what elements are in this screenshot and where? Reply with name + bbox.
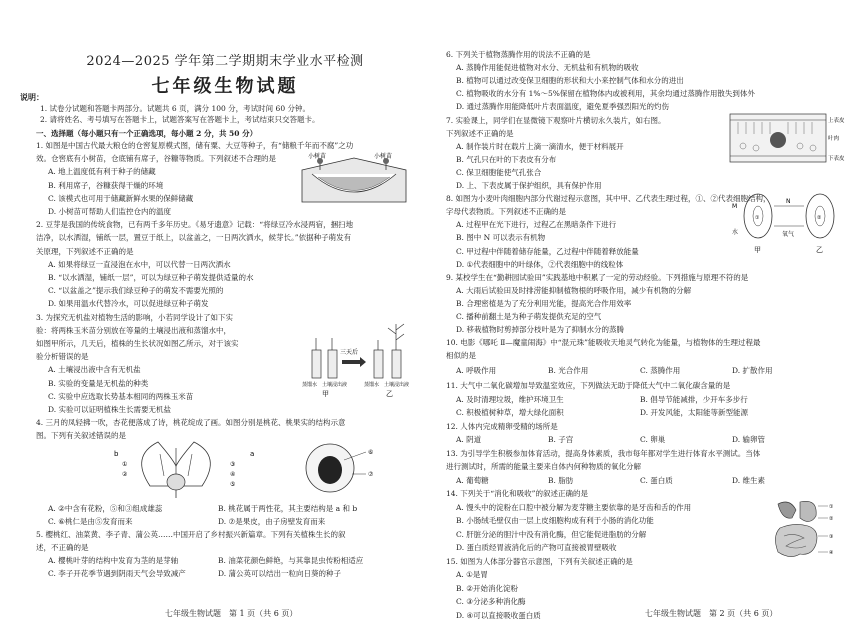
option-line: D. ⑦是果皮，由子房壁发育而来	[218, 517, 326, 526]
question-line: 验分析错误的是	[36, 352, 89, 362]
question-line: 4. 三月的凤轻拂一吹，杏花便落成了诗，桃花绽成了画。如图分别是桃花、桃果实的结构示意	[36, 418, 346, 428]
question-line: 效。仓窖底有小树苗，仓底铺有席子，谷糠等物质。下列叙述不合理的是	[36, 154, 276, 164]
option-line: C. “以盆盖之”提示我们绿豆种子的萌发不需要光照的	[48, 286, 224, 296]
option-line: C. ③分泌多种消化酶	[456, 597, 526, 606]
option-line: D. 如果用温水代替冷水，可以促进绿豆种子萌发	[48, 299, 209, 309]
page-footer-1: 七年级生物试题 第 1 页（共 6 页）	[165, 609, 298, 618]
question-line: 进行测试时，所需的能量主要来自体内何种物质的氧化分解	[446, 462, 641, 471]
option-line: C. 保卫细胞能使气孔张合	[456, 167, 542, 177]
q3-sol3: 蒸馏水	[364, 382, 380, 388]
note-1: 1. 试卷分试题和答题卡两部分。试题共 6 页，满分 100 分，考试时间 60 分钟。	[40, 104, 310, 113]
option-line: A. 葡萄糖	[456, 475, 489, 485]
option-line: B. 实验的变量是无机盐的种类	[48, 378, 149, 388]
option-line: D. 蒲公英可以结出一粒向日葵的种子	[218, 569, 342, 578]
question-line: 如图甲所示，几天后，植株的生长状况如图乙所示，对于该实	[36, 339, 239, 348]
option-line: C. 肝脏分泌的胆汁中没有消化酶，但它能促进脂肪的分解	[456, 529, 647, 539]
q15-label-4: ④	[829, 550, 834, 556]
q8-N: N	[786, 198, 791, 205]
option-line: A. 如果将绿豆一直浸泡在水中，可以代替一日两次洒水	[48, 259, 231, 269]
option-line: B. ②开始消化淀粉	[456, 583, 519, 593]
q8-M: M	[732, 203, 738, 210]
option-line: D. ①代表细胞中的叶绿体，②代表细胞中的线粒体	[456, 259, 624, 269]
question-line: 8. 如图为小麦叶肉细胞内部分代谢过程示意图，其中甲、乙代表生理过程，①、②代表细胞结构，	[446, 194, 771, 204]
option-line: B. 图中 N 可以表示有机物	[456, 233, 546, 243]
option-line: D. 输卵管	[732, 435, 766, 444]
question-line: 11. 大气中二氧化碳增加导致温室效应，下列做法无助于降低大气中二氧化碳含量的是	[446, 381, 731, 390]
q3-sol1: 蒸馏水	[302, 382, 318, 388]
question-line: 13. 为引导学生积极参加体育活动，提高身体素质，我市每年都对学生进行体育水平测试。当体	[446, 448, 761, 458]
option-line: A. 土壤浸出液中含有无机盐	[48, 365, 141, 375]
q7-upper-epidermis: 上表皮	[828, 118, 845, 124]
exam-page-2	[430, 0, 860, 628]
option-line: A. ①是胃	[456, 570, 488, 579]
option-line: C. 甲过程中伴随着储存能量，乙过程中伴随着释放能量	[456, 246, 639, 256]
q7-mesophyll: 叶肉	[828, 136, 840, 142]
option-line: D. 维生素	[732, 475, 766, 485]
q3-jia: 甲	[322, 390, 329, 398]
q4-label-1: ①	[122, 461, 128, 468]
option-line: C. 蛋白质	[640, 475, 673, 485]
q3-yi: 乙	[386, 390, 393, 398]
granary-diagram	[298, 152, 410, 208]
q8-jia: 甲	[754, 246, 761, 254]
option-line: A. 馒头中的淀粉在口腔中被分解为麦芽糖主要依靠的是牙齿和舌的作用	[456, 502, 692, 512]
digestive-system-diagram	[760, 496, 836, 576]
option-line: B. 脂肪	[548, 475, 574, 485]
q4-label-6: ⑥	[368, 449, 374, 456]
q15-label-1: ①	[829, 504, 834, 510]
q4-label-3: ③	[230, 461, 236, 468]
option-line: B. 植物可以通过改变保卫细胞的形状和大小来控制气体和水分的进出	[456, 76, 684, 86]
question-line: 验：将两株玉米苗分别放在等量的土壤浸出液和蒸馏水中，	[36, 325, 231, 335]
corn-experiment-diagram	[302, 320, 414, 398]
q4-label-2: ②	[122, 471, 128, 478]
q3-after-label: 三天后	[340, 349, 359, 356]
option-line: B. 子宫	[548, 435, 574, 444]
question-line: 14. 下列关于“消化和吸收”的叙述正确的是	[446, 489, 588, 498]
q1-label-left: 小树苗	[308, 153, 327, 160]
leaf-cross-section-diagram	[728, 110, 852, 168]
page-footer-2: 七年级生物试题 第 2 页（共 6 页）	[645, 609, 778, 618]
q3-sol4: 土壤浸出液	[384, 382, 410, 388]
peach-flower-diagram	[110, 436, 260, 498]
q8-oxygen: 氧气	[782, 231, 795, 238]
question-line: 相似的是	[446, 351, 476, 361]
option-line: D. 上、下表皮属于保护组织，具有保护作用	[456, 181, 602, 190]
question-line: 述，不正确的是	[36, 543, 89, 552]
q7-lower-epidermis: 下表皮	[828, 156, 845, 162]
option-line: D. 开发风能，太阳能等新型能源	[640, 408, 749, 417]
option-line: D. 通过蒸腾作用能降低叶片表面温度，避免夏季强烈阳光的灼伤	[456, 102, 670, 112]
q15-label-2: ②	[829, 516, 834, 522]
cell-metabolism-diagram	[730, 186, 850, 256]
question-line: 6. 下列关于植物蒸腾作用的说法不正确的是	[446, 50, 591, 59]
section-heading: 一、选择题（每小题只有一个正确选项，每小题 2 分，共 50 分）	[36, 129, 258, 138]
question-line: 1. 如图是中国古代最大粮仓的仓窖复原模式图，储有粟、大豆等种子，有“储粮千年而不腐”之功	[36, 141, 354, 150]
option-line: A. 呼吸作用	[456, 366, 497, 375]
option-line: D. ④可以直接吸收蛋白质	[456, 610, 541, 620]
option-line: D. 实验可以证明植株生长需要无机盐	[48, 405, 172, 414]
note-2: 2. 请将姓名、考号填写在答题卡上，试题答案写在答题卡上，考试结束只交答题卡。	[40, 115, 320, 124]
question-line: 3. 为探究无机盐对植物生活的影响，小若同学设计了如下实	[36, 312, 234, 322]
option-line: B. 合理密植是为了充分利用光能，提高光合作用效率	[456, 298, 632, 308]
question-line: 10. 电影《哪吒 Ⅱ—魔童闹海》中“混元珠”能吸收天地灵气转化为能量，与植物体的生理过程最	[446, 338, 761, 348]
question-line: 关原理，下列叙述不正确的是	[36, 246, 134, 256]
option-line: C. 实验中应选取长势基本相同的两株玉米苗	[48, 391, 194, 401]
option-line: A. 樱桃叶芽的结构中发育为茎的是芽轴	[48, 556, 179, 565]
option-line: C. 卵巢	[640, 435, 666, 444]
option-line: B. 气孔只在叶的下表皮有分布	[456, 154, 557, 164]
option-line: D. 扩散作用	[732, 366, 773, 375]
option-line: C. 蒸腾作用	[640, 366, 681, 375]
option-line: C. 植物吸收的水分有 1%～5%保留在植物体内或被利用，其余均通过蒸腾作用散失到体外	[456, 89, 755, 99]
question-line: 字母代表物质。下列叙述不正确的是	[446, 207, 566, 217]
option-line: B. 倡导节能减排，少开车多步行	[640, 394, 748, 404]
q8-two: ②	[817, 215, 822, 221]
option-line: D. 小树苗可帮助人们监控仓内的温度	[48, 207, 172, 216]
option-line: C. ⑥桃仁是由⑤发育而来	[48, 517, 133, 526]
question-line: 图。下列有关叙述错误的是	[36, 431, 126, 441]
question-line: 12. 人体内完成精卵受精的场所是	[446, 421, 558, 431]
peach-fruit-diagram	[300, 438, 390, 496]
question-line: 洁净，以水洒湿，铺纸一层，置豆于纸上，以盆盖之，一日两次洒水，候芽长。”依据种子萌发有	[36, 233, 352, 243]
q8-one: ①	[755, 215, 760, 221]
option-line: B. 光合作用	[548, 366, 589, 375]
option-line: D. 蛋白质经胃液消化后的产物可直接被胃壁吸收	[456, 543, 617, 552]
q8-yi: 乙	[816, 246, 823, 254]
option-line: C. 播种前翻土是为种子萌发提供充足的空气	[456, 312, 602, 321]
q4-label-7: ⑦	[368, 471, 374, 478]
option-line: C. 李子开花季节遇到阴雨天气会导致减产	[48, 569, 186, 578]
option-line: B. 利用席子，谷糠获得干燥的环境	[48, 180, 164, 190]
option-line: A. ②中含有花粉，⑤和③组成雄蕊	[48, 504, 163, 513]
question-line: 下列叙述不正确的是	[446, 128, 514, 138]
option-line: A. 地上温度低有利于种子的储藏	[48, 167, 156, 177]
option-line: A. 及时清理垃圾，维护环境卫生	[456, 394, 564, 404]
option-line: A. 蒸腾作用能促进植物对水分、无机盐和有机物的吸收	[456, 63, 639, 73]
option-line: A. 大雨后试验田及时排涝能抑制植物根的呼吸作用，减少有机物的分解	[456, 285, 692, 295]
q4-label-b: b	[114, 450, 119, 458]
option-line: A. 阴道	[456, 435, 482, 444]
question-line: 15. 如图为人体部分器官示意图，下列有关叙述正确的是	[446, 556, 633, 566]
option-line: A. 过程甲在光下进行，过程乙在黑暗条件下进行	[456, 220, 617, 230]
option-line: B. “以水洒湿，铺纸一层”，可以为绿豆种子萌发提供适量的水	[48, 273, 254, 282]
q4-label-4: ④	[230, 471, 236, 478]
option-line: C. 该模式也可用于储藏新鲜水果的保鲜储藏	[48, 193, 194, 203]
q1-label-right: 小树苗	[374, 153, 393, 160]
question-line: 5. 樱桃红、油菜黄、李子青、蒲公英……中国开启了乡村振兴新篇章。下列有关植株生长的叙	[36, 530, 346, 539]
q4-label-5: ⑤	[230, 481, 236, 488]
option-line: D. 移栽植物时剪掉部分枝叶是为了抑制水分的蒸腾	[456, 325, 625, 335]
option-line: A. 制作装片时在载片上滴一滴清水，便于材料展开	[456, 141, 624, 151]
question-line: 9. 某校学生在“勤耕园试验田”实践基地中积累了一定的劳动经验。下列措施与原理不符的是	[446, 272, 749, 282]
q4-label-a: a	[250, 450, 255, 458]
option-line: B. 小肠绒毛壁仅由一层上皮细胞构成有利于小肠的消化功能	[456, 516, 654, 525]
grade-title: 七年级生物试题	[151, 76, 299, 97]
option-line: C. 积极植树种草，增大绿化面积	[456, 408, 564, 417]
q3-sol2: 土壤浸出液	[322, 382, 348, 388]
option-line: B. 油菜花颜色鲜艳，与其靠昆虫传粉相适应	[218, 556, 364, 565]
option-line: B. 桃花属于两性花，其主要结构是 a 和 b	[218, 504, 358, 513]
exam-title: 2024—2025 学年第二学期期末学业水平检测	[86, 54, 364, 69]
question-line: 2. 豆芽是我国的传统食物，已有两千多年历史。《易牙遗意》记载：“将绿豆冷水浸两宿，捆扫地	[36, 220, 354, 230]
question-line: 7. 实验课上，同学们在显微镜下观察叶片横切永久装片，如右图。	[446, 115, 666, 125]
notes-label: 说明：	[20, 92, 44, 102]
q8-water: 水	[732, 229, 739, 236]
q15-label-3: ③	[829, 534, 834, 540]
